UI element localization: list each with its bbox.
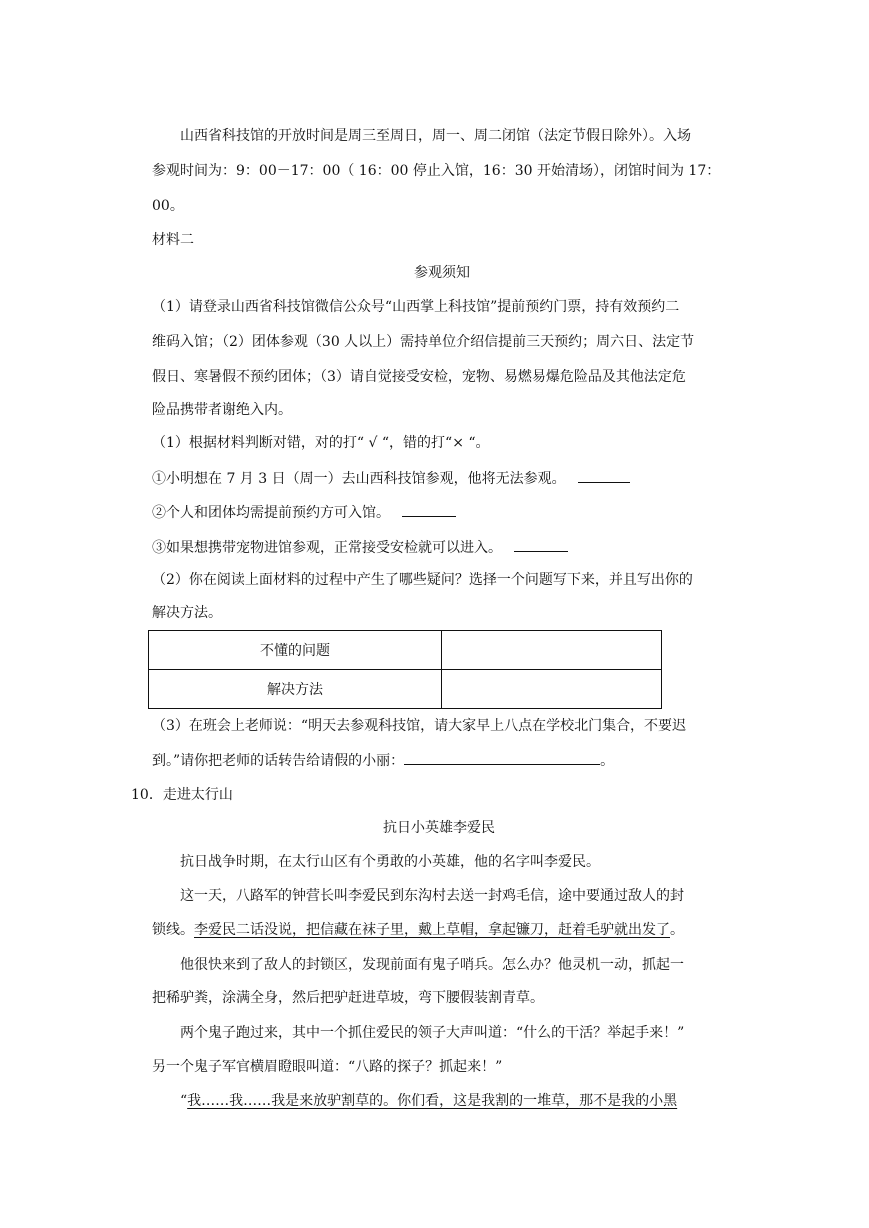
story-paragraph-3-line-1: 他很快来到了敌人的封锁区，发现前面有鬼子哨兵。怎么办？他灵机一动，抓起一 bbox=[180, 957, 684, 973]
question-3-end: 。 bbox=[600, 753, 615, 769]
story-paragraph-2-line-1: 这一天，八路军的钟营长叫李爱民到东沟村去送一封鸡毛信，途中要通过敌人的封 bbox=[180, 888, 684, 904]
table-label-method: 解决方法 bbox=[149, 670, 442, 709]
table-label-question: 不懂的问题 bbox=[149, 631, 442, 670]
section-10-heading: 10．走进太行山 bbox=[131, 787, 233, 803]
question-1-b bbox=[152, 502, 456, 523]
story-paragraph-3-line-2: 把稀驴粪，涂满全身，然后把驴赶进草坡，弯下腰假装割青草。 bbox=[152, 990, 544, 1006]
question-3-line-2 bbox=[152, 750, 614, 771]
story-p5-open-quote: “ bbox=[180, 1093, 188, 1109]
answer-blank-1c[interactable] bbox=[514, 537, 568, 552]
question-3-line-1: （3）在班会上老师说：“明天去参观科技馆，请大家早上八点在学校北门集合，不要迟 bbox=[152, 718, 687, 734]
question-3-text: 到。”请你把老师的话转告给请假的小丽： bbox=[152, 753, 405, 769]
material2-line-4: 险品携带者谢绝入内。 bbox=[152, 402, 292, 418]
table-row bbox=[149, 631, 662, 670]
material2-heading: 材料二 bbox=[152, 232, 194, 248]
question-1-a bbox=[152, 468, 630, 489]
answer-blank-3[interactable] bbox=[404, 750, 600, 765]
story-p2-start: 锁线。 bbox=[152, 922, 194, 938]
material1-line-2: 参观时间为：9：00－17：00（ 16：00 停止入馆，16：30 开始清场），闭馆时间为 17： bbox=[152, 163, 721, 179]
story-paragraph-1: 抗日战争时期，在太行山区有个勇敢的小英雄，他的名字叫李爱民。 bbox=[180, 854, 600, 870]
table-answer-question[interactable] bbox=[442, 631, 662, 670]
material2-title: 参观须知 bbox=[414, 265, 470, 281]
table-answer-method[interactable] bbox=[442, 670, 662, 709]
question-1-c-text: ③如果想携带宠物进馆参观，正常接受安检就可以进入。 bbox=[152, 540, 502, 556]
underlined-sentence-1: 李爱民二话没说，把信藏在袜子里，戴上草帽，拿起镰刀，赶着毛驴就出发了 bbox=[194, 922, 670, 938]
underlined-sentence-2: 我……我……我是来放驴割草的。你们看，这是我割的一堆草，那不是我的小黑 bbox=[187, 1093, 678, 1109]
question-2-line-1: （2）你在阅读上面材料的过程中产生了哪些疑问？选择一个问题写下来，并且写出你的 bbox=[152, 572, 693, 588]
material2-line-1: （1）请登录山西省科技馆微信公众号“山西掌上科技馆”提前预约门票，持有效预约二 bbox=[152, 299, 680, 315]
material2-line-3: 假日、寒暑假不预约团体；（3）请自觉接受安检，宠物、易燃易爆危险品及其他法定危 bbox=[152, 369, 686, 385]
story-paragraph-4-line-1: 两个鬼子跑过来，其中一个抓住爱民的领子大声叫道：“什么的干活？举起手来！” bbox=[180, 1025, 685, 1041]
answer-table bbox=[148, 630, 662, 709]
material1-line-3: 00。 bbox=[152, 198, 184, 214]
story-paragraph-2-line-2 bbox=[152, 920, 684, 940]
answer-blank-1b[interactable] bbox=[402, 502, 456, 517]
question-1-a-text: ①小明想在 7 月 3 日（周一）去山西科技馆参观，他将无法参观。 bbox=[152, 471, 566, 487]
table-row bbox=[149, 670, 662, 709]
answer-blank-1a[interactable] bbox=[578, 468, 630, 483]
story-paragraph-5-line-1 bbox=[180, 1091, 677, 1111]
question-1-c bbox=[152, 537, 568, 558]
question-2-line-2: 解决方法。 bbox=[152, 605, 222, 621]
material1-line-1: 山西省科技馆的开放时间是周三至周日，周一、周二闭馆（法定节假日除外）。入场 bbox=[180, 128, 691, 144]
story-title: 抗日小英雄李爱民 bbox=[383, 820, 495, 836]
story-paragraph-4-line-2: 另一个鬼子军官横眉瞪眼叫道：“八路的探子？抓起来！” bbox=[152, 1059, 503, 1075]
story-p2-end: 。 bbox=[670, 922, 684, 938]
material2-line-2: 维码入馆；（2）团体参观（30 人以上）需持单位介绍信提前三天预约；周六日、法定节 bbox=[152, 334, 695, 350]
question-1-b-text: ②个人和团体均需提前预约方可入馆。 bbox=[152, 505, 390, 521]
question-1: （1）根据材料判断对错，对的打“ √ “，错的打“× “。 bbox=[152, 435, 490, 451]
